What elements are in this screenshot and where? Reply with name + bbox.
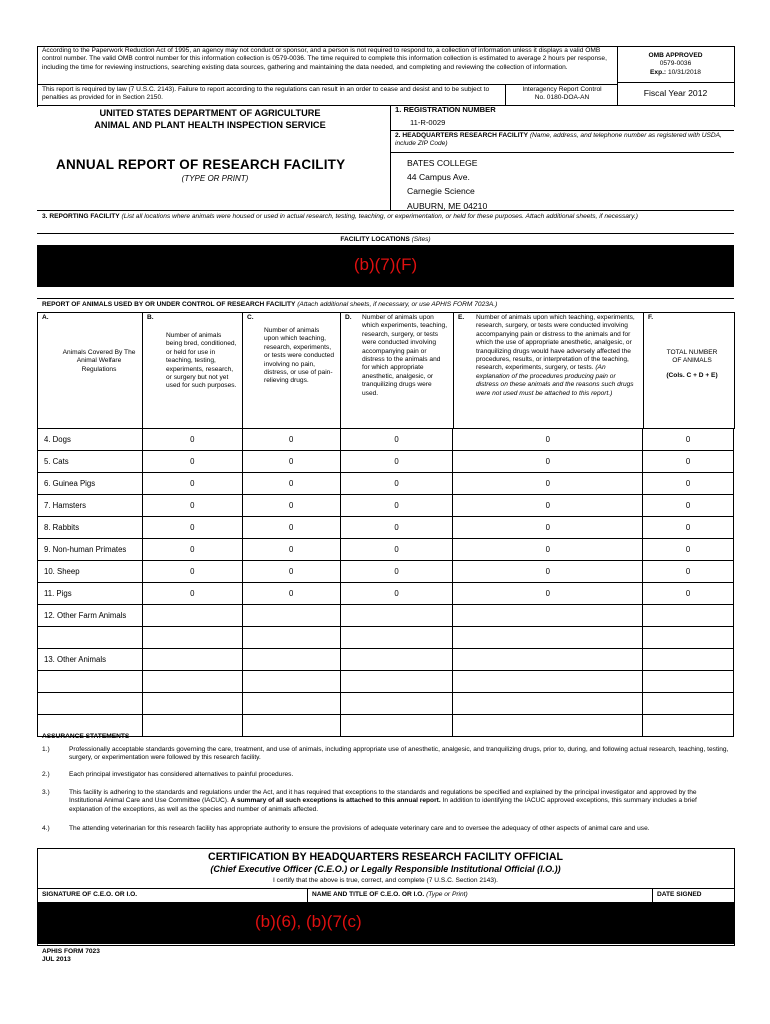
col-divider	[643, 312, 644, 428]
table-row	[38, 561, 734, 583]
count-cell-f: 0	[643, 561, 734, 583]
col-letter-d: D.	[345, 314, 352, 321]
table-row	[38, 693, 734, 715]
count-cell-d	[340, 693, 453, 715]
count-cell-b: 0	[142, 495, 242, 517]
count-cell-b	[142, 671, 242, 693]
animal-name-cell: 6. Guinea Pigs	[38, 473, 143, 495]
count-cell-b: 0	[142, 517, 242, 539]
count-cell-f	[643, 715, 734, 737]
count-cell-f: 0	[643, 451, 734, 473]
count-cell-b: 0	[142, 429, 242, 451]
table-row	[38, 451, 734, 473]
omb-title: OMB APPROVED	[648, 52, 703, 59]
assurance-3-num: 3.)	[42, 789, 50, 796]
count-cell-e: 0	[453, 539, 643, 561]
divider	[37, 84, 617, 85]
count-cell-e	[453, 605, 643, 627]
interagency-label: Interagency Report Control	[522, 86, 602, 93]
form-subtitle: (TYPE OR PRINT)	[181, 174, 249, 183]
reporting-label	[42, 213, 730, 221]
col-letter-c: C.	[247, 314, 254, 321]
count-cell-e	[453, 671, 643, 693]
animal-name-cell: 7. Hamsters	[38, 495, 143, 517]
hq-label-text: 2. HEADQUARTERS RESEARCH FACILITY	[395, 132, 528, 139]
count-cell-e: 0	[453, 561, 643, 583]
col-divider	[453, 312, 454, 428]
count-cell-c	[242, 627, 340, 649]
count-cell-e	[453, 627, 643, 649]
facility-locations-label	[37, 236, 734, 244]
count-cell-e: 0	[453, 473, 643, 495]
count-cell-e	[453, 649, 643, 671]
animal-name-cell	[38, 693, 143, 715]
assurance-title: ASSURANCE STATEMENTS	[42, 733, 130, 740]
assurance-3-text	[69, 789, 729, 814]
form-date: JUL 2013	[42, 956, 71, 964]
registration-label: 1. REGISTRATION NUMBER	[395, 105, 496, 114]
count-cell-b: 0	[142, 583, 242, 605]
col-divider	[242, 312, 243, 428]
col-letter-e: E.	[458, 314, 465, 321]
signature-redaction-code: (b)(6), (b)(7(c)	[255, 912, 362, 931]
hq-line: Carnegie Science	[407, 186, 475, 197]
interagency-number: No. 0180-DOA-AN	[534, 94, 590, 102]
table-row	[38, 539, 734, 561]
omb-box	[618, 52, 733, 77]
count-cell-d	[340, 671, 453, 693]
count-cell-c	[242, 671, 340, 693]
date-signed-label: DATE SIGNED	[657, 891, 702, 898]
certification-title: CERTIFICATION BY HEADQUARTERS RESEARCH FACILITY OFFICIAL	[208, 851, 563, 863]
agency-line2: ANIMAL AND PLANT HEALTH INSPECTION SERVICE	[94, 119, 326, 130]
col-divider	[340, 312, 341, 428]
table-row	[38, 429, 734, 451]
count-cell-c: 0	[242, 429, 340, 451]
count-cell-e: 0	[453, 429, 643, 451]
count-cell-b: 0	[142, 539, 242, 561]
hq-hint: (Name, address, and telephone number as registered with USDA, include ZIP Code)	[395, 132, 722, 148]
divider	[37, 888, 734, 889]
count-cell-b	[142, 649, 242, 671]
col-b-header: Number of animals being bred, conditioned, or held for use in teaching, testing, experiments, research, or surgery but not yet used for such purposes.	[166, 332, 237, 390]
animal-name-cell: 4. Dogs	[38, 429, 143, 451]
count-cell-c	[242, 605, 340, 627]
divider	[390, 152, 734, 153]
divider	[652, 888, 653, 902]
divider	[307, 888, 308, 902]
omb-number: 0579-0036	[659, 60, 692, 68]
col-e-header	[476, 314, 640, 398]
table-row	[38, 671, 734, 693]
count-cell-d	[340, 649, 453, 671]
animal-name-cell: 8. Rabbits	[38, 517, 143, 539]
assurance-3-bold: A summary of all such exceptions is attached to this annual report.	[230, 797, 441, 805]
assurance-2-num: 2.)	[42, 771, 50, 778]
divider	[390, 130, 734, 131]
hq-label	[395, 132, 730, 149]
count-cell-b	[142, 693, 242, 715]
assurance-1-text: Professionally acceptable standards governing the care, treatment, and use of animals, including appropriate use of anesthetic, analgesic, and tranquilizing drugs, prior to, during, and following actual research, teaching, testing, surgery, or experimentation were followed by this research facility.	[69, 746, 729, 762]
assurance-2-text: Each principal investigator has considered alternatives to painful procedures.	[69, 771, 294, 778]
divider	[37, 210, 734, 211]
animals-section-label	[42, 301, 730, 309]
assurance-1-num: 1.)	[42, 746, 50, 753]
count-cell-d	[340, 715, 453, 737]
signature-label: SIGNATURE OF C.E.O. OR I.O.	[42, 891, 138, 898]
count-cell-d: 0	[340, 429, 453, 451]
animal-name-cell: 9. Non-human Primates	[38, 539, 143, 561]
animals-section-title: REPORT OF ANIMALS USED BY OR UNDER CONTROL OF RESEARCH FACILITY	[42, 301, 296, 308]
hq-address	[407, 156, 487, 213]
omb-exp-label: Exp.:	[650, 68, 667, 76]
redacted-signature	[37, 902, 734, 944]
fiscal-year: Fiscal Year 2012	[643, 88, 708, 98]
name-title-text: NAME AND TITLE OF C.E.O. OR I.O.	[312, 891, 425, 898]
count-cell-b	[142, 627, 242, 649]
omb-exp	[618, 69, 733, 77]
count-cell-f	[643, 671, 734, 693]
table-row	[38, 627, 734, 649]
table-row	[38, 649, 734, 671]
paperwork-notice: According to the Paperwork Reduction Act of 1995, an agency may not conduct or sponsor, and a person is not required to respond to, a collection of information unless it displays a valid OMB control number. The valid OMB control number for this information collection is 0579-0036. The time required to complete this information collection is estimated to average 2 hours per response, including the time for reviewing instructions, searching existing data sources, gathering and maintaining the data needed, and completing and reviewing the collection of information.	[42, 47, 607, 71]
count-cell-c	[242, 649, 340, 671]
col-letter-b: B.	[147, 314, 154, 321]
assurance-3-text-b: In addition to identifying the IACUC approved exceptions, this summary includes a brief explanation of the exceptions, as well as the species and number of animals affected.	[69, 797, 697, 813]
count-cell-f	[643, 627, 734, 649]
table-row	[38, 495, 734, 517]
count-cell-f: 0	[643, 517, 734, 539]
col-e-italic: (An explanation of the procedures producing pain or distress on these animals and the reasons such drugs were not used must be attached to this report.)	[476, 364, 634, 397]
count-cell-c: 0	[242, 583, 340, 605]
table-row	[38, 517, 734, 539]
table-row	[38, 605, 734, 627]
animal-name-cell	[38, 627, 143, 649]
col-f-header	[650, 349, 734, 380]
table-row	[38, 715, 734, 737]
certification-statement: I certify that the above is true, correct, and complete (7 U.S.C. Section 2143).	[272, 877, 499, 884]
count-cell-d: 0	[340, 561, 453, 583]
locations-label: FACILITY LOCATIONS	[340, 236, 410, 243]
col-e-text: Number of animals upon which teaching, experiments, research, surgery, or tests were conducted involving accompanying pain or distress to the animals and for which the use of appropriate anesthetic, analgesic, or tranquilizing drugs would have adversely affected the procedures, results, or interpretation of the teaching, research, experiments, surgery, or tests.	[476, 314, 635, 372]
count-cell-c: 0	[242, 517, 340, 539]
count-cell-c: 0	[242, 561, 340, 583]
count-cell-b	[142, 715, 242, 737]
certification-subtitle: (Chief Executive Officer (C.E.O.) or Legally Responsible Institutional Official (I.O.))	[210, 864, 561, 874]
count-cell-e: 0	[453, 583, 643, 605]
animals-table	[37, 428, 734, 737]
col-divider	[142, 312, 143, 428]
count-cell-f	[643, 693, 734, 715]
form-number	[42, 948, 100, 965]
divider	[390, 105, 391, 210]
count-cell-f	[643, 649, 734, 671]
reporting-label-text: 3. REPORTING FACILITY	[42, 213, 120, 220]
agency-name	[40, 108, 380, 131]
count-cell-d: 0	[340, 517, 453, 539]
law-notice: This report is required by law (7 U.S.C. 2143). Failure to report according to the regulations can result in an order to cease and desist and to be subject to penalties as provided for in Section 2150.	[42, 86, 490, 102]
count-cell-d: 0	[340, 539, 453, 561]
table-row	[38, 473, 734, 495]
name-title-hint: (Type or Print)	[426, 891, 468, 898]
redaction-code: (b)(7)(F)	[353, 255, 418, 274]
col-a-header: Animals Covered By The Animal Welfare Regulations	[62, 349, 136, 373]
assurance-4-text: The attending veterinarian for this research facility has appropriate authority to ensure the provisions of adequate veterinary care and to oversee the adequacy of other aspects of animal care and use.	[69, 825, 650, 832]
count-cell-c	[242, 715, 340, 737]
assurance-3-text-a: This facility is adhering to the standards and regulations under the Act, and it has required that exceptions to the standards and regulations be specified and explained by the principal investigator and approved by the Institutional Animal Care and Use Committee (IACUC).	[69, 789, 697, 805]
omb-exp-date: 10/31/2018	[667, 68, 701, 76]
col-f-line1: TOTAL NUMBER	[666, 349, 718, 356]
col-d-header: Number of animals upon which experiments, teaching, research, surgery, or tests were conducted involving accompanying pain or distress to the animals and for which appropriate anesthetic, analgesic, or tranquilizing drugs were used.	[362, 314, 448, 397]
count-cell-d: 0	[340, 495, 453, 517]
count-cell-f: 0	[643, 429, 734, 451]
col-letter-f: F.	[648, 314, 654, 321]
hq-line: 44 Campus Ave.	[407, 172, 470, 183]
hq-line: BATES COLLEGE	[407, 158, 478, 168]
count-cell-c: 0	[242, 539, 340, 561]
count-cell-c	[242, 693, 340, 715]
registration-number: 11-R-0029	[410, 118, 446, 127]
animals-section-hint: (Attach additional sheets, if necessary, or use APHIS FORM 7023A.)	[297, 301, 498, 308]
hq-line: AUBURN, ME 04210	[407, 200, 488, 211]
reporting-hint: (List all locations where animals were housed or used in actual research, testing, teaching, or experimentation, or held for these purposes. Attach additional sheets, if necessary.)	[121, 213, 638, 220]
divider	[37, 233, 734, 234]
count-cell-c: 0	[242, 495, 340, 517]
divider	[617, 82, 734, 83]
animal-name-cell	[38, 671, 143, 693]
col-f-line2: OF ANIMALS	[672, 357, 712, 365]
col-f-formula: (Cols. C + D + E)	[666, 371, 718, 379]
count-cell-e: 0	[453, 451, 643, 473]
locations-hint: (Sites)	[411, 236, 431, 243]
col-letter-a: A.	[42, 314, 49, 321]
agency-line1: UNITED STATES DEPARTMENT OF AGRICULTURE	[99, 108, 321, 118]
count-cell-f: 0	[643, 539, 734, 561]
count-cell-c: 0	[242, 451, 340, 473]
count-cell-f: 0	[643, 583, 734, 605]
count-cell-c: 0	[242, 473, 340, 495]
assurance-4-num: 4.)	[42, 825, 50, 832]
count-cell-e: 0	[453, 517, 643, 539]
divider	[37, 298, 734, 299]
animal-name-cell: 5. Cats	[38, 451, 143, 473]
col-c-header: Number of animals upon which teaching, research, experiments, or tests were conducted involving no pain, distress, or use of pain-relieving drugs.	[264, 327, 335, 385]
count-cell-b: 0	[142, 473, 242, 495]
count-cell-f: 0	[643, 473, 734, 495]
animal-name-cell: 10. Sheep	[38, 561, 143, 583]
table-row	[38, 583, 734, 605]
count-cell-d: 0	[340, 473, 453, 495]
divider	[37, 105, 734, 106]
count-cell-f: 0	[643, 495, 734, 517]
animal-name-cell: 13. Other Animals	[38, 649, 143, 671]
count-cell-b: 0	[142, 451, 242, 473]
count-cell-e: 0	[453, 495, 643, 517]
count-cell-e	[453, 693, 643, 715]
count-cell-b: 0	[142, 561, 242, 583]
count-cell-d	[340, 627, 453, 649]
count-cell-b	[142, 605, 242, 627]
count-cell-d	[340, 605, 453, 627]
count-cell-e	[453, 715, 643, 737]
count-cell-d: 0	[340, 451, 453, 473]
count-cell-d: 0	[340, 583, 453, 605]
form-title: ANNUAL REPORT OF RESEARCH FACILITY	[56, 157, 346, 172]
interagency-control	[508, 86, 616, 103]
count-cell-f	[643, 605, 734, 627]
name-title-label	[312, 891, 468, 899]
form-id: APHIS FORM 7023	[42, 948, 100, 955]
animal-name-cell: 12. Other Farm Animals	[38, 605, 143, 627]
divider	[505, 84, 506, 106]
animal-name-cell: 11. Pigs	[38, 583, 143, 605]
